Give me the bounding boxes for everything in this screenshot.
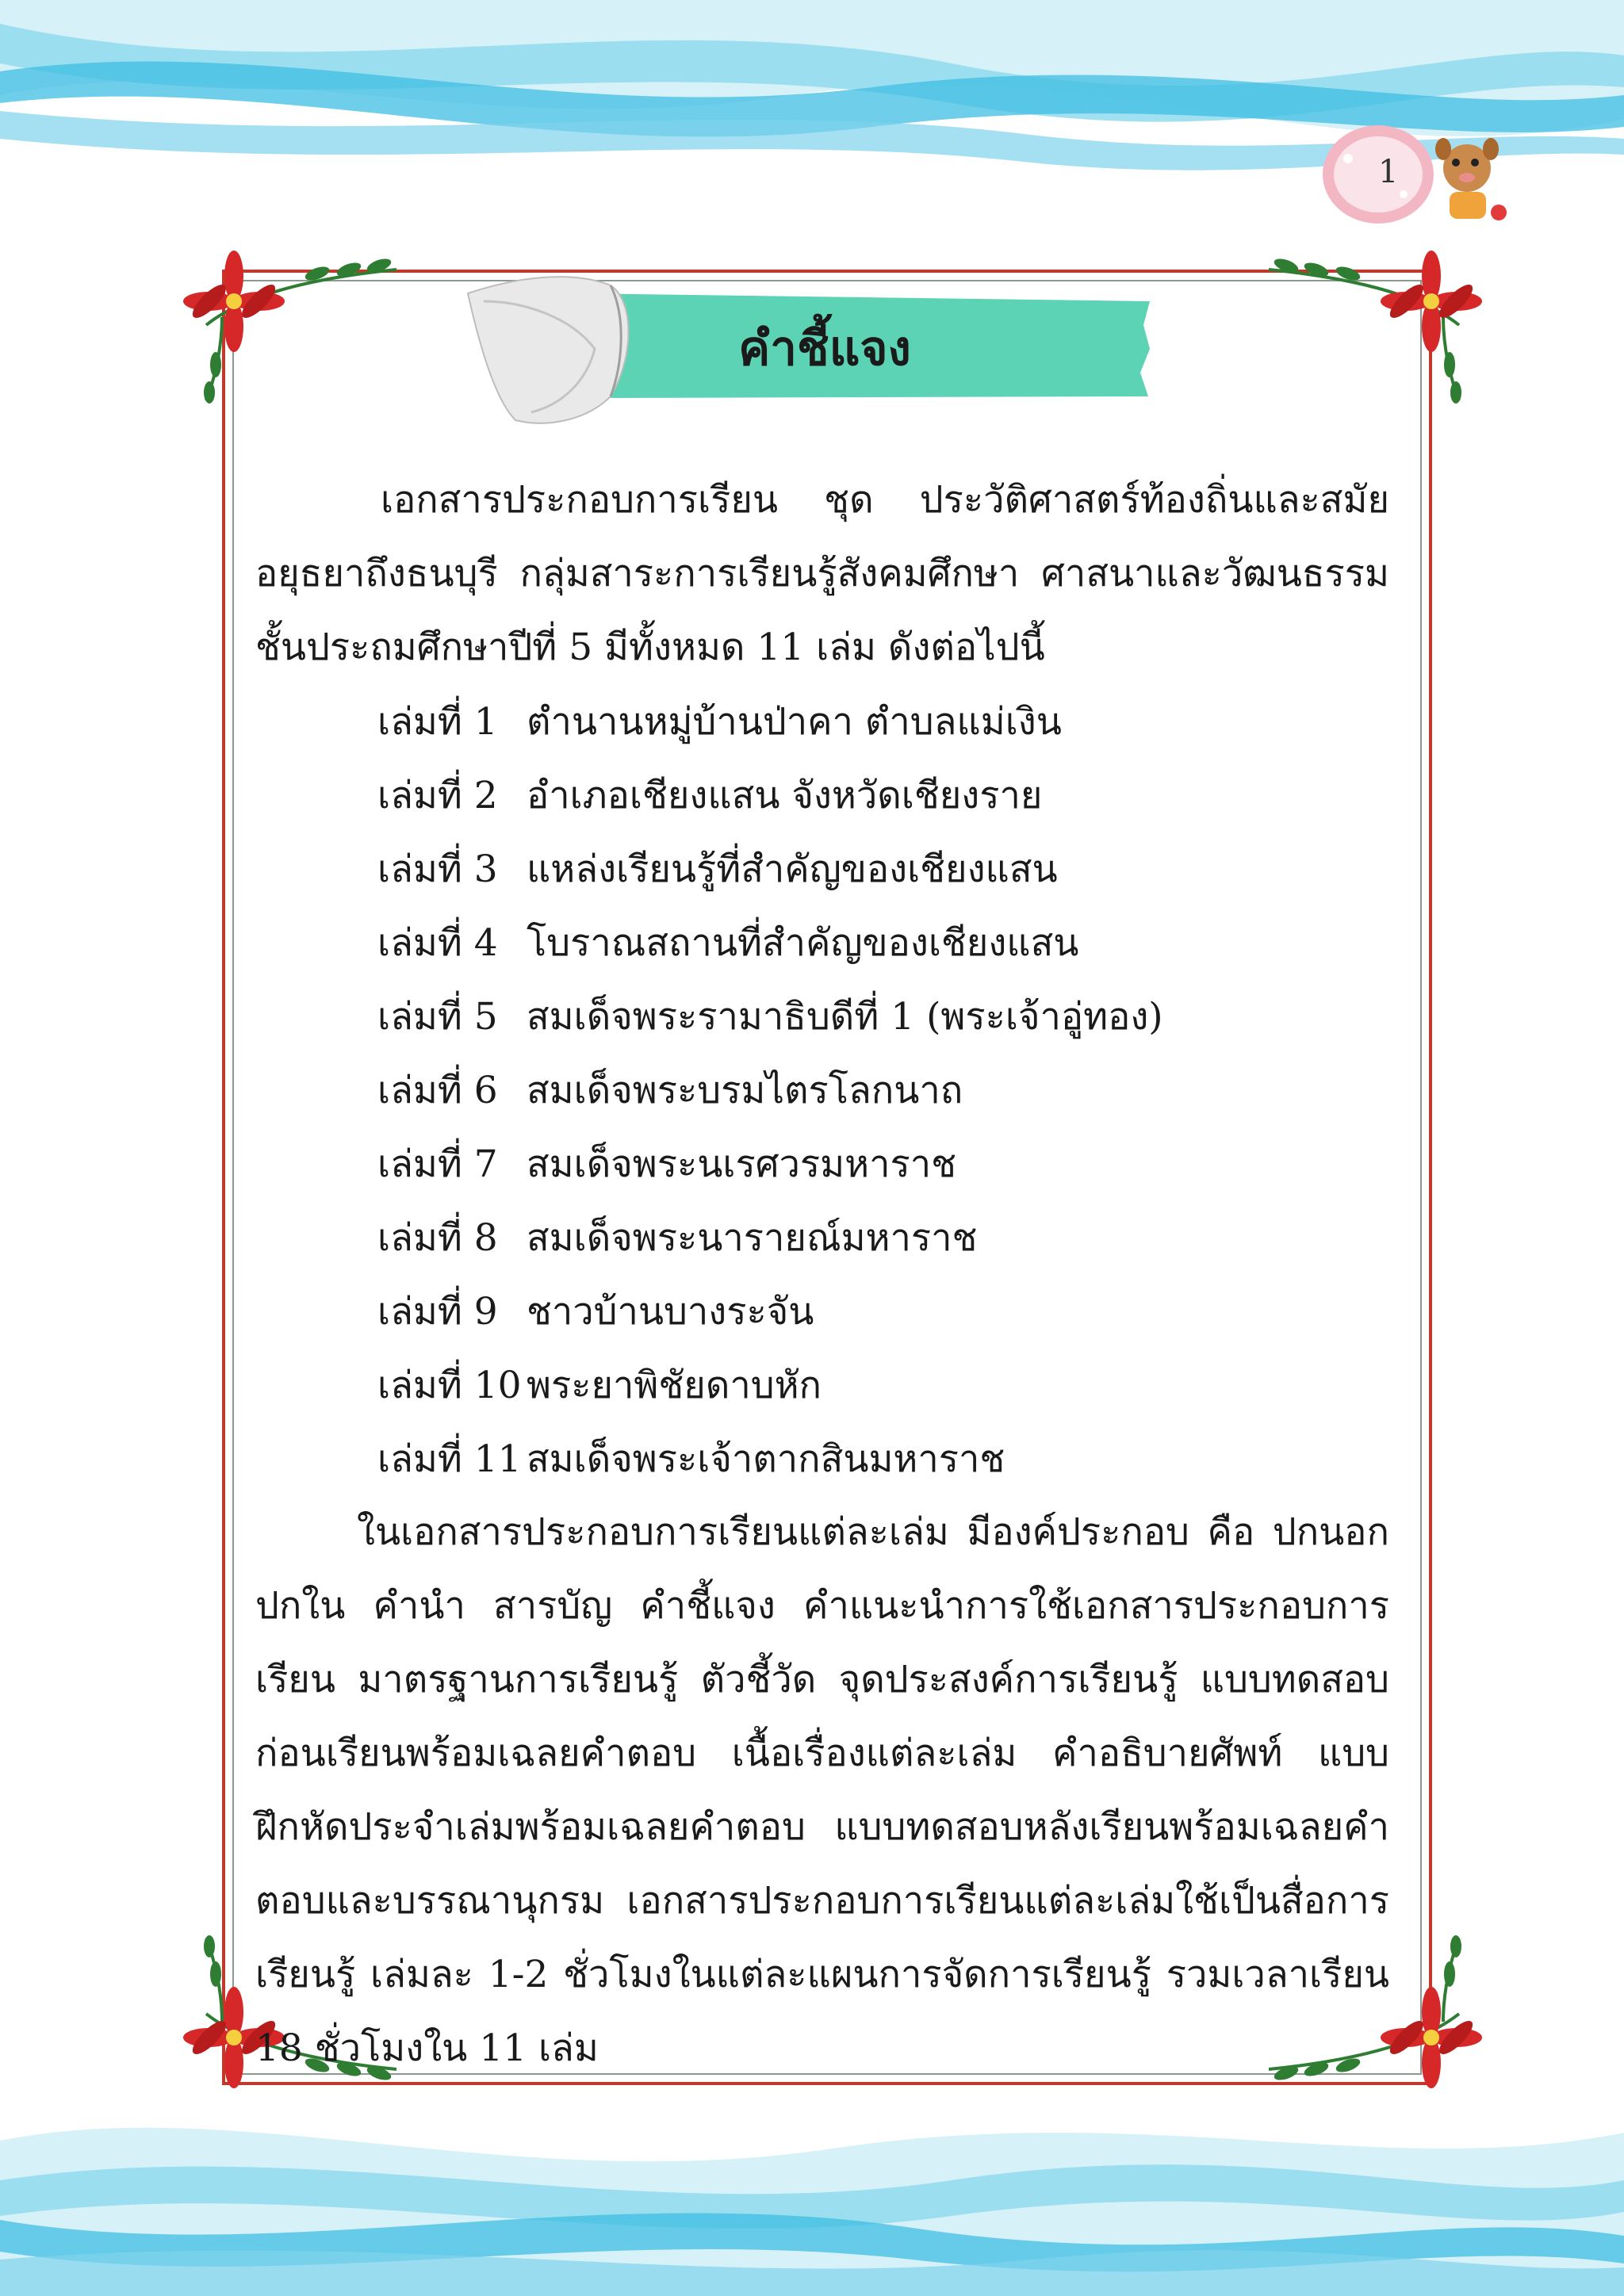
volume-label: เล่มที่ 3 — [377, 848, 498, 891]
cartoon-mascot-icon — [1316, 119, 1522, 230]
volume-label: เล่มที่ 2 — [377, 774, 498, 817]
list-item — [377, 685, 1163, 759]
list-item — [377, 1127, 1163, 1201]
volume-title: สมเด็จพระเจ้าตากสินมหาราช — [527, 1437, 1005, 1481]
list-item — [377, 1349, 1163, 1422]
list-item — [377, 759, 1163, 832]
volume-label: เล่มที่ 9 — [377, 1290, 498, 1334]
volume-title: อำเภอเชียงแสน จังหวัดเชียงราย — [527, 774, 1043, 817]
list-item — [377, 1422, 1163, 1496]
volume-title: ชาวบ้านบางระจัน — [527, 1290, 814, 1334]
volume-title: สมเด็จพระบรมไตรโลกนาถ — [527, 1069, 963, 1112]
list-item — [377, 980, 1163, 1054]
volume-title: สมเด็จพระรามาธิบดีที่ 1 (พระเจ้าอู่ทอง) — [527, 995, 1163, 1039]
volume-label: เล่มที่ 1 — [377, 700, 498, 744]
volume-label: เล่มที่ 4 — [377, 921, 498, 965]
volume-title: สมเด็จพระนารายณ์มหาราช — [527, 1216, 978, 1260]
volume-list — [377, 685, 1163, 1496]
volume-title: โบราณสถานที่สำคัญของเชียงแสน — [527, 921, 1079, 965]
volume-label: เล่มที่ 7 — [377, 1142, 498, 1186]
volume-title: ตำนานหมู่บ้านป่าคา ตำบลแม่เงิน — [527, 700, 1062, 744]
poinsettia-corner-icon — [174, 230, 412, 404]
list-item — [377, 1201, 1163, 1275]
list-item — [377, 832, 1163, 906]
volume-label: เล่มที่ 6 — [377, 1069, 498, 1112]
list-item — [377, 906, 1163, 980]
volume-title: สมเด็จพระนเรศวรมหาราช — [527, 1142, 957, 1186]
intro-paragraph: เอกสารประกอบการเรียน ชุด ประวัติศาสตร์ท้องถิ่นและสมัยอยุธยาถึงธนบุรี กลุ่มสาระการเรียนรู้สังคมศึกษา ศาสนาและวัฒนธรรม ชั้นประถมศึกษาปีที่ 5 มีทั้งหมด 11 เล่ม ดังต่อไปนี้ — [255, 478, 1389, 669]
volume-title: พระยาพิชัยดาบหัก — [527, 1364, 822, 1407]
page-number: 1 — [1378, 154, 1399, 190]
volume-label: เล่มที่ 8 — [377, 1216, 498, 1260]
volume-label: เล่มที่ 11 — [377, 1437, 522, 1481]
components-paragraph: ในเอกสารประกอบการเรียนแต่ละเล่ม มีองค์ประกอบ คือ ปกนอก ปกใน คำนำ สารบัญ คำชี้แจง คำแนะนำการใช้เอกสารประกอบการเรียน มาตรฐานการเรียนรู้ ตัวชี้วัด จุดประสงค์การเรียนรู้ แบบทดสอบก่อนเรียนพร้อมเฉลยคำตอบ เนื้อเรื่องแต่ละเล่ม คำอธิบายศัพท์ แบบฝึกหัดประจำเล่มพร้อมเฉลยคำตอบ แบบทดสอบหลังเรียนพร้อมเฉลยคำตอบและบรรณานุกรม เอกสารประกอบการเรียนแต่ละเล่มใช้เป็นสื่อการเรียนรู้ เล่มละ 1-2 ชั่วโมงในแต่ละแผนการจัดการเรียนรู้ รวมเวลาเรียน 18 ชั่วโมงใน 11 เล่ม — [255, 1510, 1389, 2070]
list-item — [377, 1054, 1163, 1127]
volume-title: แหล่งเรียนรู้ที่สำคัญของเชียงแสน — [527, 848, 1058, 891]
list-item — [377, 1275, 1163, 1349]
volume-label: เล่มที่ 10 — [377, 1364, 522, 1407]
page-title: คำชี้แจง — [738, 321, 911, 377]
poinsettia-corner-icon — [1253, 230, 1491, 404]
volume-label: เล่มที่ 5 — [377, 995, 498, 1039]
